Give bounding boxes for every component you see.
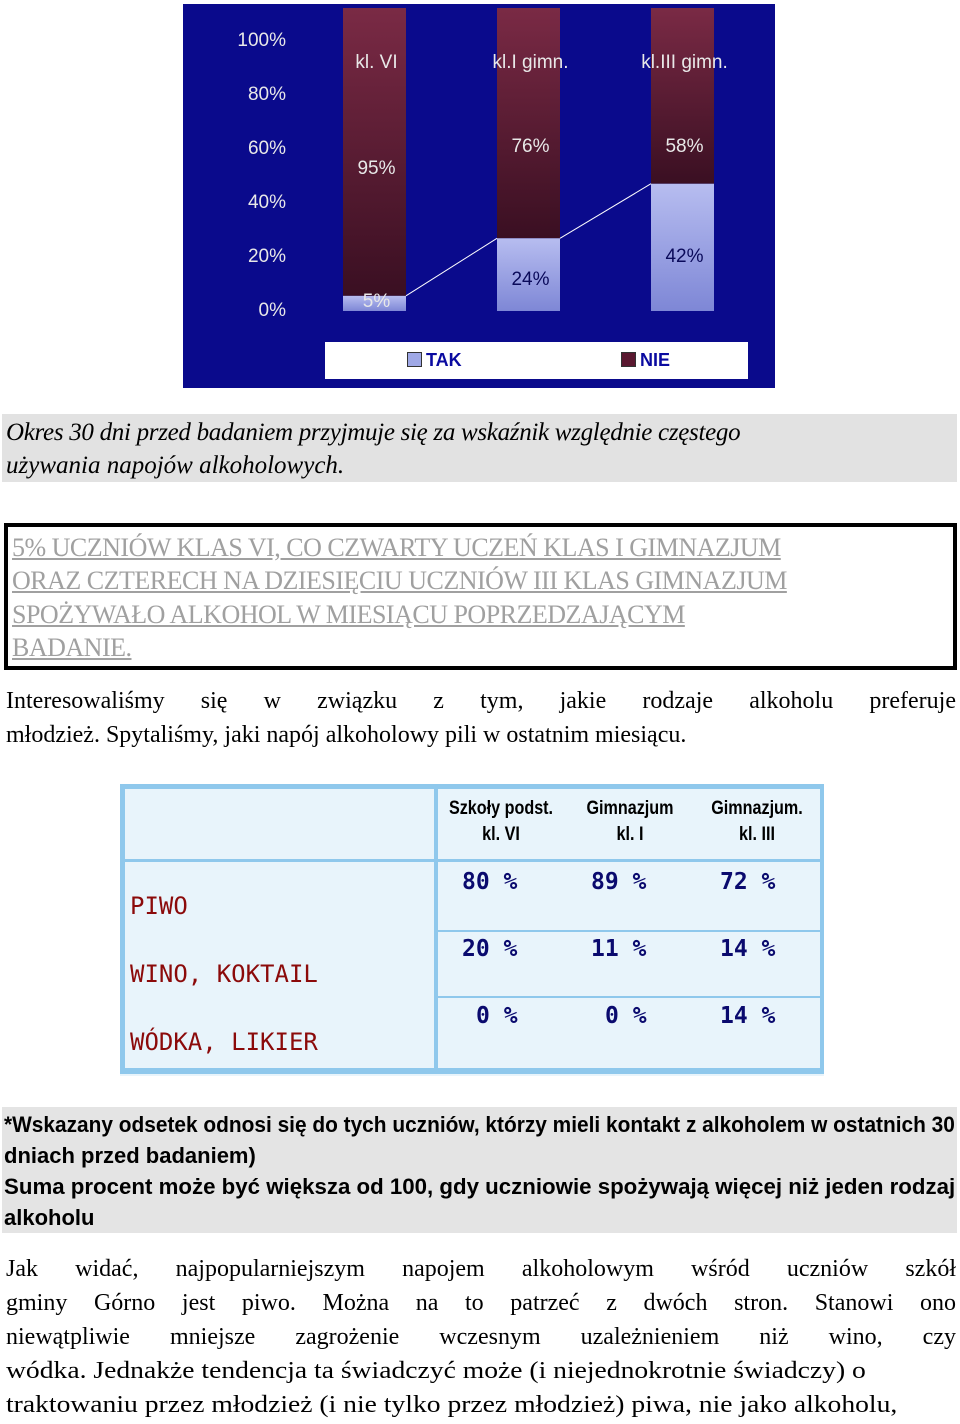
summary-line-1: 5% UCZNIÓW KLAS VI, CO CZWARTY UCZEŃ KLAS I GIMNAZJUM [12,533,781,562]
legend-item-tak [407,350,462,371]
footnote-box [2,1107,957,1233]
summary-line-4: BADANIE. [12,633,132,662]
chart-legend [325,342,748,379]
table-left-border [120,789,125,1069]
paragraph-2-line-4: wódka. Jednakże tendencja ta świadczyć może (i niejednokrotnie świadczy) o [6,1358,866,1384]
bar-nie [651,8,714,184]
alcohol-type-table [120,784,824,1076]
paragraph-2-line-3: niewątpliwie mniejsze zagrożenie wczesnym uzależnieniem niż wino, czy [6,1324,956,1350]
cell-wino-kl-iii: 14 % [720,936,776,962]
paragraph-1-line-2: młodzież. Spytaliśmy, jaki napój alkoholowy pili w ostatnim miesiącu. [6,722,687,748]
paragraph-2-line-2: gminy Górno jest piwo. Można na to patrzeć z dwóch stron. Stanowi ono [6,1290,956,1316]
footnote-line-2: dniach przed badaniem) [4,1143,256,1168]
row-label-wodka: WÓDKA, LIKIER [130,1028,318,1056]
bar-nie [497,8,560,238]
cell-piwo-kl-vi: 80 % [462,869,518,895]
y-tick-label: 0% [258,300,286,321]
footnote-line-4: alkoholu [4,1205,95,1230]
legend-swatch-nie [621,352,636,367]
header-1-line-1: Szkoły podst. [448,798,554,819]
cell-piwo-kl-iii: 72 % [720,869,776,895]
table-row-divider-2 [434,996,824,998]
row-label-piwo: PIWO [130,892,188,920]
table-right-border [820,789,824,1069]
footnote-line-3: Suma procent może być większa od 100, gdy uczniowie spożywają więcej niż jeden rodzaj [4,1174,956,1199]
table-bottom-border [120,1068,824,1074]
cell-wodka-kl-i: 0 % [605,1003,647,1029]
paragraph-2-line-5: traktowaniu przez młodzież (i nie tylko przez młodzież) piwa, nie jako alkoholu, [6,1392,898,1418]
y-tick-label: 100% [237,30,286,51]
legend-label-nie: NIE [640,350,671,370]
header-gimnazjum-kl-iii [703,796,810,848]
header-2-line-2: kl. I [616,824,644,845]
y-tick-label: 20% [247,246,286,267]
header-3-line-1: Gimnazjum. [711,798,803,819]
legend-label-tak: TAK [426,350,462,370]
stacked-bar-chart [183,4,775,388]
data-label-nie: 95% [357,158,396,179]
paragraph-2-line-1: Jak widać, najpopularniejszym napojem alkoholowym wśród uczniów szkół [6,1256,956,1282]
summary-box [4,523,957,670]
table-row-divider-1 [434,930,824,932]
data-label-tak: 24% [511,269,550,290]
category-label: kl.III gimn. [641,52,728,73]
series-connector-line [560,184,651,239]
summary-line-3: SPOŻYWAŁO ALKOHOL W MIESIĄCU POPRZEDZAJĄCYM [12,600,685,629]
row-label-wino: WINO, KOKTAIL [130,960,318,988]
data-label-nie: 76% [511,136,550,157]
summary-line-2: ORAZ CZTERECH NA DZIESIĘCIU UCZNIÓW III KLAS GIMNAZJUM [12,566,787,595]
header-2-line-1: Gimnazjum [586,798,674,819]
cell-wino-kl-vi: 20 % [462,936,518,962]
data-label-tak: 5% [362,291,391,312]
header-1-line-2: kl. VI [482,824,520,845]
header-gimnazjum-kl-i [577,796,682,848]
category-label: kl. VI [355,52,398,73]
header-3-line-2: kl. III [739,824,775,845]
legend-swatch-tak [407,352,422,367]
y-tick-label: 60% [247,138,286,159]
legend-item-nie [621,350,670,371]
data-label-nie: 58% [665,136,704,157]
y-tick-label: 80% [247,84,286,105]
table-column-divider [434,789,438,1069]
banner-line-1: Okres 30 dni przed badaniem przyjmuje się za wskaźnik względnie częstego [6,419,741,446]
header-szkoly-podst [447,796,554,848]
cell-wodka-kl-iii: 14 % [720,1003,776,1029]
italic-banner [2,414,957,482]
y-tick-label: 40% [247,192,286,213]
cell-wino-kl-i: 11 % [591,936,647,962]
data-label-tak: 42% [665,246,704,267]
table-top-border [120,784,824,789]
series-connector-line [406,238,497,296]
table-header-divider [120,859,824,862]
category-label: kl.I gimn. [492,52,569,73]
banner-line-2: używania napojów alkoholowych. [6,452,345,479]
footnote-line-1: *Wskazany odsetek odnosi się do tych uczniów, którzy mieli kontakt z alkoholem w ostatnich 30 [4,1112,955,1137]
cell-piwo-kl-i: 89 % [591,869,647,895]
chart-canvas [183,4,775,388]
paragraph-1-line-1: Interesowaliśmy się w związku z tym, jakie rodzaje alkoholu preferuje [6,688,956,714]
cell-wodka-kl-vi: 0 % [476,1003,518,1029]
